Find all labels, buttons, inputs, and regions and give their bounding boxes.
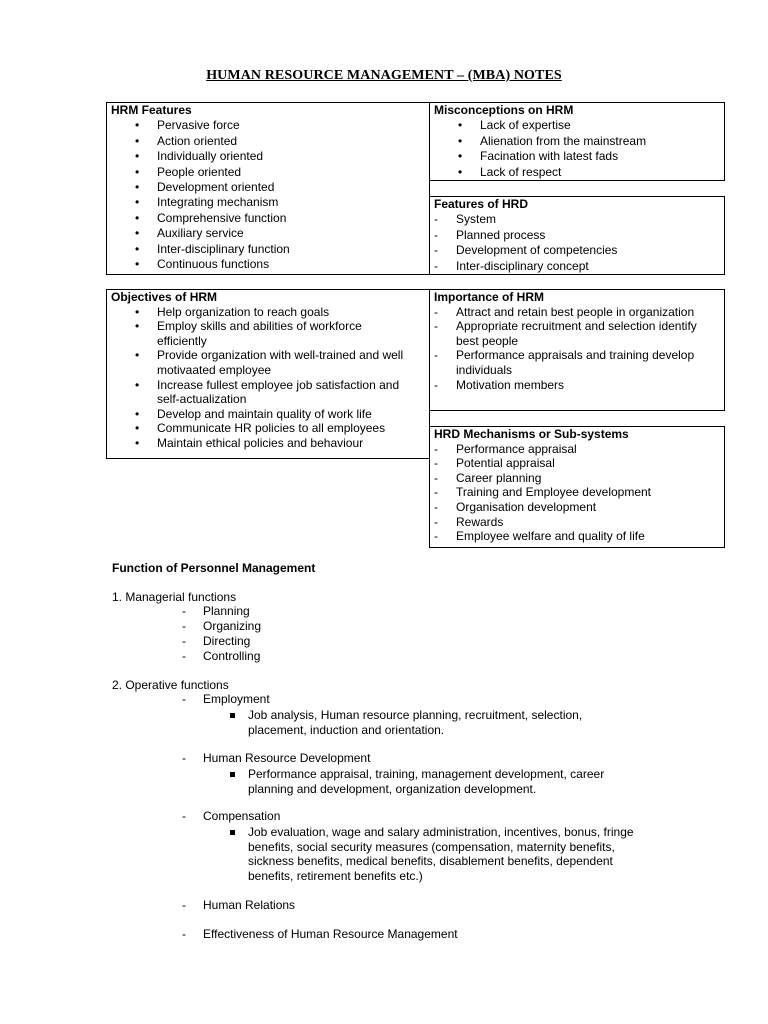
list-item: • Lack of expertise: [430, 118, 724, 133]
dash-marker: -: [182, 898, 186, 912]
page-title: HUMAN RESOURCE MANAGEMENT – (MBA) NOTES: [206, 68, 562, 83]
list-item: • Individually oriented: [107, 149, 429, 164]
list-item: • Facination with latest fads: [430, 149, 724, 164]
list-item: - Organisation development: [430, 500, 724, 515]
list-item: • People oriented: [107, 165, 429, 180]
list-item: - Training and Employee development: [430, 485, 724, 500]
managerial-label: 1. Managerial functions: [112, 590, 237, 604]
list-item: - Performance appraisals and training develop individuals: [430, 348, 724, 377]
managerial-item: Controlling: [203, 649, 261, 663]
managerial-item: Directing: [203, 634, 251, 648]
list-item: • Action oriented: [107, 134, 429, 149]
operative-label: 2. Operative functions: [112, 678, 229, 692]
list-item: • Comprehensive function: [107, 211, 429, 226]
hrd-mechanisms-heading: HRD Mechanisms or Sub-systems: [434, 427, 629, 441]
list-item: - Planned process: [430, 228, 724, 243]
list-item: • Employ skills and abilities of workforce efficiently: [107, 319, 429, 348]
misconceptions-heading: Misconceptions on HRM: [434, 103, 574, 117]
function-heading: Function of Personnel Management: [112, 561, 316, 575]
compensation-detail: Job evaluation, wage and salary administration, incentives, bonus, fringe benefits, social security measures (compensation, maternity benefits, sickness benefits, medical benefits, disablement benefits, dependent benefits, retirement benefits etc.): [230, 825, 642, 883]
list-item: • Alienation from the mainstream: [430, 134, 724, 149]
list-item: • Lack of respect: [430, 165, 724, 180]
list-item: - Attract and retain best people in organization: [430, 305, 724, 320]
list-item: • Maintain ethical policies and behaviour: [107, 436, 429, 451]
list-item: - Appropriate recruitment and selection identify best people: [430, 319, 724, 348]
features-hrd-heading: Features of HRD: [434, 197, 529, 211]
hrd-detail: Performance appraisal, training, management development, career planning and development, organization development.: [230, 767, 630, 796]
objectives-heading: Objectives of HRM: [111, 290, 218, 304]
square-bullet-icon: [230, 830, 235, 835]
dash-marker: -: [182, 692, 186, 706]
dash-marker: -: [182, 619, 186, 633]
employment-detail: Job analysis, Human resource planning, recruitment, selection, placement, induction and orientation.: [230, 708, 620, 737]
hrd-mechanisms-box: [429, 426, 725, 548]
list-item: - Motivation members: [430, 378, 724, 393]
list-item: • Help organization to reach goals: [107, 305, 429, 320]
list-item: • Auxiliary service: [107, 226, 429, 241]
hrm-features-heading: HRM Features: [111, 103, 192, 117]
objectives-box: [106, 289, 430, 459]
features-hrd-box: [429, 196, 725, 275]
list-item: - Employee welfare and quality of life: [430, 529, 724, 544]
square-bullet-icon: [230, 772, 235, 777]
list-item: • Pervasive force: [107, 118, 429, 133]
importance-heading: Importance of HRM: [434, 290, 545, 304]
list-item: • Increase fullest employee job satisfaction and self-actualization: [107, 378, 429, 407]
list-item: - System: [430, 212, 724, 227]
square-bullet-icon: [230, 713, 235, 718]
managerial-item: Organizing: [203, 619, 262, 633]
human-relations-label: Human Relations: [203, 898, 296, 912]
list-item: - Rewards: [430, 515, 724, 530]
hrd-label: Human Resource Development: [203, 751, 371, 765]
list-item: - Potential appraisal: [430, 456, 724, 471]
employment-label: Employment: [203, 692, 270, 706]
list-item: • Provide organization with well-trained and well motivaated employee: [107, 348, 429, 377]
list-item: - Inter-disciplinary concept: [430, 259, 724, 274]
list-item: • Continuous functions: [107, 257, 429, 272]
compensation-label: Compensation: [203, 809, 281, 823]
list-item: • Development oriented: [107, 180, 429, 195]
dash-marker: -: [182, 649, 186, 663]
effectiveness-label: Effectiveness of Human Resource Management: [203, 927, 458, 941]
list-item: - Performance appraisal: [430, 442, 724, 457]
misconceptions-box: [429, 102, 725, 181]
dash-marker: -: [182, 634, 186, 648]
importance-box: [429, 289, 725, 411]
hrm-features-box: [106, 102, 430, 275]
dash-marker: -: [182, 809, 186, 823]
list-item: - Development of competencies: [430, 243, 724, 258]
dash-marker: -: [182, 927, 186, 941]
list-item: • Integrating mechanism: [107, 195, 429, 210]
list-item: • Communicate HR policies to all employees: [107, 421, 429, 436]
managerial-item: Planning: [203, 604, 250, 618]
dash-marker: -: [182, 604, 186, 618]
list-item: • Develop and maintain quality of work life: [107, 407, 429, 422]
list-item: • Inter-disciplinary function: [107, 242, 429, 257]
list-item: - Career planning: [430, 471, 724, 486]
dash-marker: -: [182, 751, 186, 765]
